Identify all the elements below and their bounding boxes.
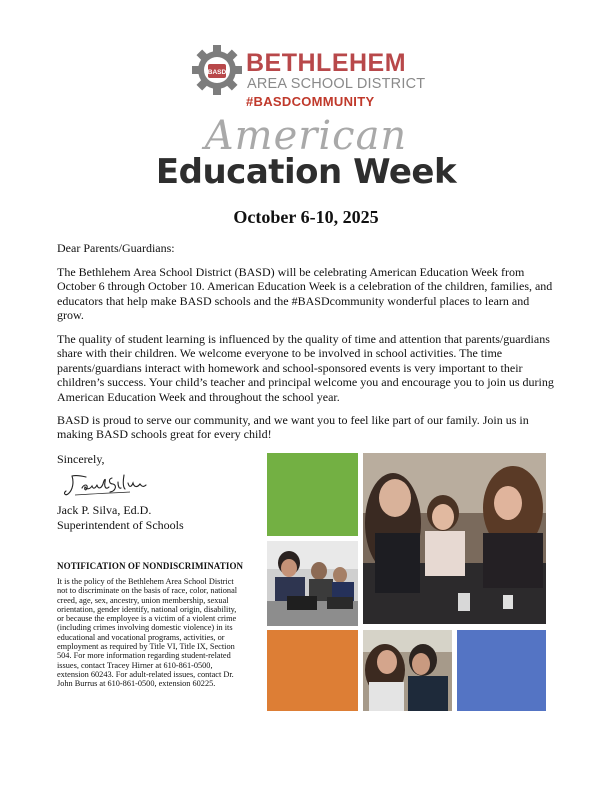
letter-paragraph-3: BASD is proud to serve our community, and we want you to feel like part of our family. Join us in making BASD schools great for every child!	[57, 413, 529, 442]
photo-students-lab-large	[363, 453, 546, 624]
logo-badge-text: BASD	[207, 69, 227, 76]
event-dates: October 6-10, 2025	[233, 207, 379, 227]
blue-color-block	[457, 630, 546, 711]
photo-students-laptops	[267, 541, 358, 626]
title-script-word: American	[204, 113, 408, 159]
district-subtitle: AREA SCHOOL DISTRICT	[247, 76, 426, 92]
green-color-block	[267, 453, 358, 536]
letter-paragraph-1: The Bethlehem Area School District (BASD) will be celebrating American Education Week from October 6 through October 10. American Education Week is a celebration of the children, families, and educators that help make BASD schools and the #BASDcommunity wonderful places to learn and grow.	[57, 265, 553, 323]
community-hashtag: #BASDCOMMUNITY	[246, 94, 375, 109]
district-name: BETHLEHEM	[246, 49, 407, 77]
nondiscrimination-body: It is the policy of the Bethlehem Area School District not to discriminate on the basis of race, color, national creed, age, sex, ancestry, union membership, sexual orientation, gender identify, national origin, disability, or because the employee is a victim of a violent crime (including crimes involving domestic violence) in its educational and vocational programs, activities, or employment as required by Title VI, Title IX, Section 504. For more information regarding student-related issues, contact Tracey Hirner at 610-861-0500, extension 60243. For adult-related issues, contact Dr. John Burrus at 610-861-0500, extension 60225.	[57, 577, 238, 689]
page-title: Education Week	[155, 152, 457, 192]
district-gear-logo	[191, 44, 243, 96]
letter-paragraph-2: The quality of student learning is influenced by the quality of time and attention that parents/guardians share with their children. We welcome everyone to be involved in school activities. The time parents/guardians interact with homework and school-sponsored events is very important to their children’s success. Your child’s teacher and principal welcome you and encourage you to join us during American Education Week and throughout the school year.	[57, 332, 554, 404]
closing: Sincerely,	[57, 452, 105, 466]
salutation: Dear Parents/Guardians:	[57, 241, 175, 255]
signer-name: Jack P. Silva, Ed.D.	[57, 503, 152, 517]
orange-color-block	[267, 630, 358, 711]
handwritten-signature	[60, 470, 150, 500]
nondiscrimination-heading: NOTIFICATION OF NONDISCRIMINATION	[57, 561, 244, 571]
signer-title: Superintendent of Schools	[57, 518, 184, 532]
photo-teacher-student	[363, 630, 452, 711]
